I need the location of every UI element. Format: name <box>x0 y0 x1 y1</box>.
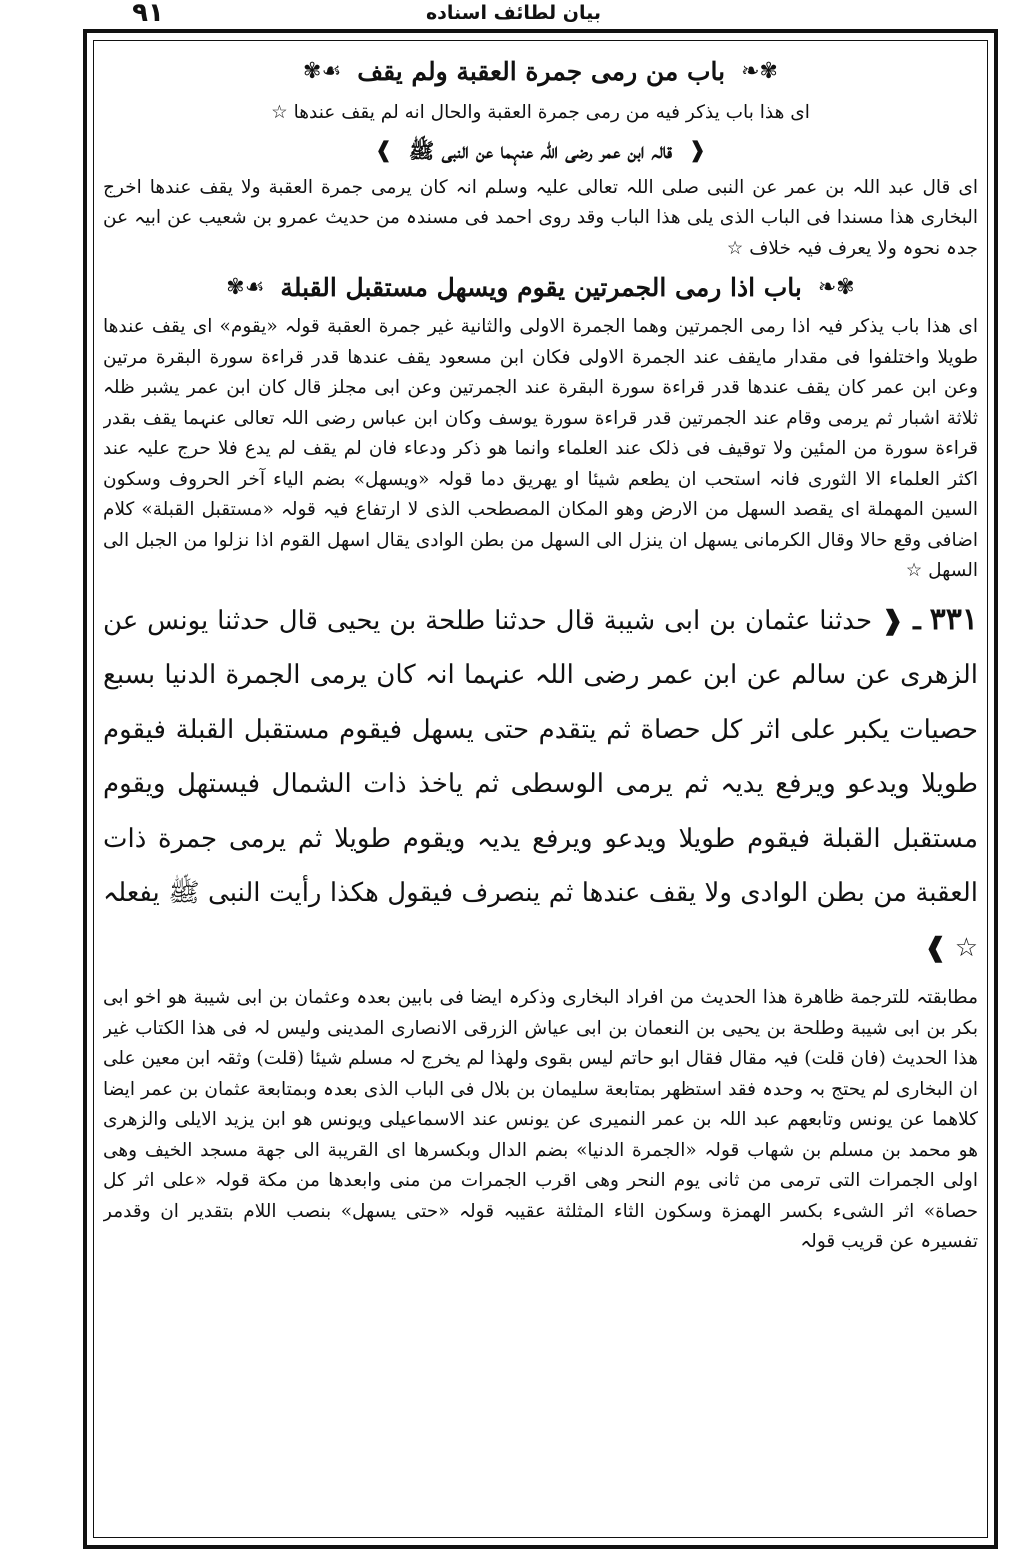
bracket-left-icon: ❱ <box>374 137 393 163</box>
ornament-right-icon: ✾❧ <box>741 59 778 84</box>
ornament-left-icon: ☙✾ <box>303 59 342 84</box>
ornament-left-icon: ☙✾ <box>226 275 265 300</box>
chapter-heading-2 <box>103 268 978 308</box>
quote-heading <box>103 133 978 169</box>
bracket-right-icon: ❰ <box>688 137 707 163</box>
hadith-commentary: مطابقتہ للترجمة ظاهرة ھذا الحدیث من افراد البخاری وذکرہ ایضا فی بابین بعدہ وعثمان بن ابی شیبة هو اخو ابی بکر بن ابی شیبة وطلحة بن یحیی بن النعمان بن ابی عیاش الزرقی الانصاری المدینی ولیس لہ فی ھذا الکتاب غیر ھذا الحدیث (فان قلت) فیہ مقال فقال ابو حاتم لیس بقوی ولهذا لم یخرج لہ مسلم شیئا (قلت) وثقہ ابن معین علی ان البخاری لم یحتج بہ وحدہ فقد استظهر بمتابعة سلیمان بن بلال فی الباب الذی بعدہ وبمتابعة عثمان بن عمر ایضا کلاهما عن یونس وتابعهم عبد اللہ بن عمر النمیری عن یونس عند الاسماعیلی ویونس هو ابن یزید الایلی والزهری هو محمد بن مسلم بن شهاب قولہ «الجمرة الدنیا» بضم الدال وبکسرها ای القریبة الی جهة مسجد الخیف وهی اولی الجمرات التی ترمی من ثانی یوم النحر وهی اقرب الجمرات من منی وابعدها من مکة قولہ «علی اثر کل حصاة» اثر الشیء بکسر الهمزة وسکون الثاء المثلثة عقیبہ قولہ «حتی یسهل» بنصب اللام بتقدیر ان وقدمر تفسیرہ عن قریب قولہ <box>103 987 978 1252</box>
chapter-commentary-1: ای قال عبد اللہ بن عمر عن النبی صلی اللہ تعالی علیہ وسلم انہ کان یرمی جمرة العقبة ولا یقف عندها اخرج البخاری ھذا مسندا فی الباب الذی یلی ھذا الباب وقد روی احمد فی مسندہ من حدیث عمرو بن شعیب عن ابیہ عن جدہ نحوہ ولا یعرف فیہ خلاف ☆ <box>103 176 978 259</box>
chapter-commentary-2: ای ھذا باب یذکر فیہ اذا رمی الجمرتین وهما الجمرة الاولی والثانیة غیر جمرة العقبة قولہ «یقوم» ای یقف عندها طویلا واختلفوا فی مقدار مایقف عند الجمرة الاولی فکان ابن مسعود یقف عندها قدر قراءة سورة البقرة مرتین وعن ابن عمر کان یقف عندها قدر قراءة سورة البقرة عند الجمرتین وعن ابی مجلز قال کان ابن عمر یشبر ظلہ ثلاثة اشبار ثم یرمی وقام عند الجمرتین قدر قراءة سورة یوسف وکان ابن عباس رضی اللہ تعالی عنہما یقف بقدر قراءة سورة من المئین ولا توقیف فی ذلک عند العلماء وانما هو ذکر ودعاء فان لم یقف لم یدع فلا حرج علیہ عند اکثر العلماء الا الثوری فانہ استحب ان یطعم شیئا او یهریق دما قولہ «ویسهل» بضم الیاء آخر الحروف وسکون السین المهملة ای یقصد السهل من الارض وهو المکان المصطحب الذی لا ارتفاع فیہ قولہ «مستقبل القبلة» کلام اضافی وقع حالا وقال الکرمانی یسهل ان ینزل الی السهل من بطن الوادی یقال اسهل القوم اذا نزلوا من الجبل الی السهل ☆ <box>103 316 978 581</box>
chapter-heading-1 <box>103 52 978 92</box>
hadith-text: حدثنا عثمان بن ابی شیبة قال حدثنا طلحة بن یحیی قال حدثنا یونس عن الزهری عن سالم عن ابن عمر رضی اللہ عنہما انہ کان یرمی الجمرة الدنیا بسبع حصیات یکبر علی اثر کل حصاة ثم یتقدم حتی یسهل فیقوم مستقبل القبلة فیقوم طویلا ویدعو ویرفع یدیہ ثم یرمی الوسطی ثم یاخذ ذات الشمال فیستهل ویقوم مستقبل القبلة فیقوم طویلا ویدعو ویرفع یدیہ ویقوم طویلا ثم یرمی جمرة ذات العقبة من بطن الوادی ولا یقف عندها ثم ینصرف فیقول ھکذا رأیت النبی ﷺ یفعلہ ☆ <box>103 605 978 963</box>
chapter-gloss-1: ای هذا باب یذکر فیه من رمی جمرة العقبة والحال انه لم یقف عندها ☆ <box>271 102 810 123</box>
quote-line: قالہ ابن عمر رضی اللہ عنہما عن النبی ﷺ <box>408 137 673 163</box>
hadith-number: ٣٣١ <box>929 601 978 637</box>
hadith-block: ٣٣١ ـ ❰ حدثنا عثمان بن ابی شیبة قال حدثنا طلحة بن یحیی قال حدثنا یونس عن الزهری عن سالم عن ابن عمر رضی اللہ عنہما انہ کان یرمی الجمرة الدنیا بسبع حصیات یکبر علی اثر کل حصاة ثم یتقدم حتی یسهل فیقوم مستقبل القبلة فیقوم طویلا ویدعو ویرفع یدیہ ثم یرمی الوسطی ثم یاخذ ذات الشمال فیستهل ویقوم مستقبل القبلة فیقوم طویلا ویدعو ویرفع یدیہ ویقوم طویلا ثم یرمی جمرة ذات العقبة من بطن الوادی ولا یقف عندها ثم ینصرف فیقول ھکذا رأیت النبی ﷺ یفعلہ ☆ ❱ <box>103 601 978 963</box>
page-number: ٩١ <box>132 0 164 28</box>
chapter-title-2: باب اذا رمى الجمرتين يقوم ويسهل مستقبل القبلة <box>280 273 802 302</box>
page-body <box>103 48 978 1530</box>
chapter-title-1: باب من رمى جمرة العقبة ولم يقف <box>357 57 726 86</box>
ornament-right-icon: ✾❧ <box>817 275 855 300</box>
running-title: بیان لطائف اسناده <box>425 2 602 24</box>
